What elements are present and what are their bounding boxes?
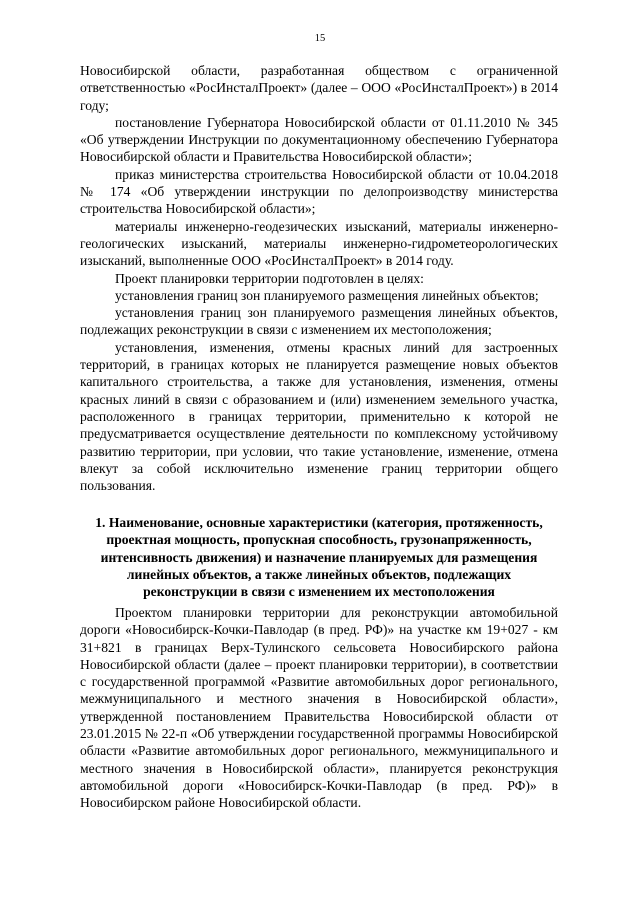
body-text-bottom [80,604,558,812]
paragraph: установления границ зон планируемого размещения линейных объектов; [115,287,539,303]
paragraph: материалы инженерно-геодезических изысканий, материалы инженерно-геологических изысканий, материалы инженерно-гидрометеорологических изысканий, выполненные ООО «РосИнсталПроект» в 2014 году. [80,218,558,269]
paragraph: приказ министерства строительства Новосибирской области от 10.04.2018 № 174 «Об утверждении инструкции по делопроизводству министерства строительства Новосибирской области»; [80,166,558,217]
paragraph: Новосибирской области, разработанная обществом с ограниченной ответственностью «РосИнсталПроект» (далее – ООО «РосИнсталПроект») в 2014 году; [80,63,558,113]
paragraph: Проектом планировки территории для реконструкции автомобильной дороги «Новосибирск-Кочки-Павлодар (в пред. РФ)» на участке км 19+027 - км 31+821 в границах Верх-Тулинского сельсовета Новосибирского района Новосибирской области (далее – проект планировки территории), в соответствии с государственной программой «Развитие автомобильных дорог регионального, межмуниципального и местного значения в Новосибирской области», утвержденной постановлением Правительства Новосибирской области от 23.01.2015 № 22-п «Об утверждении государственной программы Новосибирской области «Развитие автомобильных дорог регионального, межмуниципального и местного значения в Новосибирской области», планируется реконструкция автомобильной дороги «Новосибирск-Кочки-Павлодар (в пред. РФ)» в Новосибирском районе Новосибирской области. [80,605,558,811]
page-number: 15 [314,33,326,44]
paragraph: постановление Губернатора Новосибирской области от 01.11.2010 № 345 «Об утверждении Инструкции по документационному обеспечению Губернатора Новосибирской области и Правительства Новосибирской области»; [80,114,558,165]
paragraph: установления границ зон планируемого размещения линейных объектов, подлежащих реконструкции в связи с изменением их местоположения; [80,305,558,338]
body-text-top [80,62,558,494]
section-heading: 1. Наименование, основные характеристики (категория, протяженность, проектная мощность, пропускная способность, грузонапряженность, интенсивность движения) и назначение планируемых для размещения линейных объектов, а также линейных объектов, подлежащих реконструкции в связи с изменением их местоположения [95,515,543,600]
paragraph: установления, изменения, отмены красных линий для застроенных территорий, в границах которых не планируется размещение новых объектов капитального строительства, а также для установления, изменения, отмены красных линий в связи с образованием и (или) изменением земельного участка, расположенного в границах территории, применительно к которой не предусматривается осуществление деятельности по комплексному устойчивому развитию территории, при условии, что такие установление, изменение, отмена влекут за собой исключительно изменение границ территории общего пользования. [80,339,558,494]
paragraph: Проект планировки территории подготовлен в целях: [115,270,424,286]
